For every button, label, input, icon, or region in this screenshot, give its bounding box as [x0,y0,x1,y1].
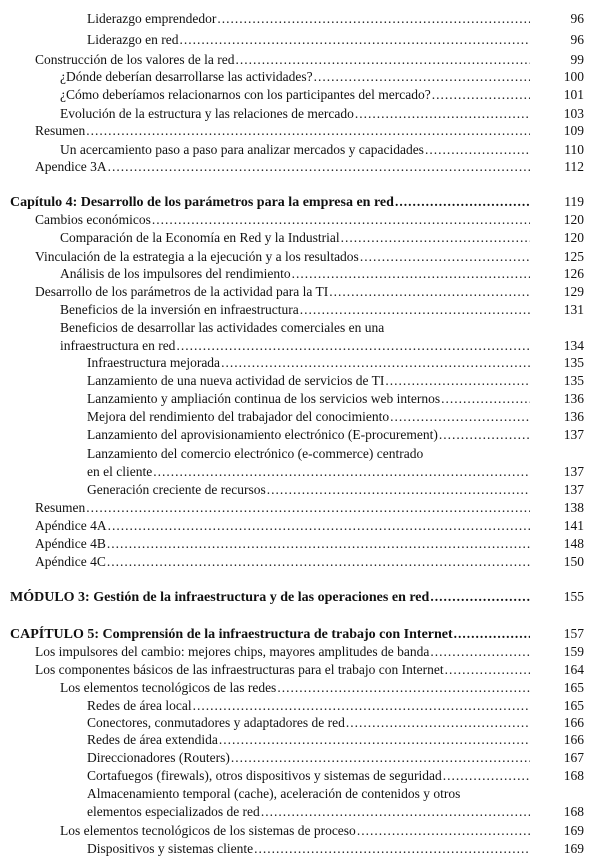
toc-entry [0,697,600,715]
page-number: 167 [563,750,584,765]
toc-entry [0,229,600,247]
toc-entry [0,625,600,643]
dot-leader [217,10,530,28]
toc-entry-title: Resumen [35,123,86,138]
dot-leader [329,283,530,301]
dot-leader [454,625,530,643]
toc-entry-title: Desarrollo de los parámetros de la actividad para la TI [35,284,329,299]
dot-leader [193,697,530,715]
toc-entry [0,372,600,390]
toc-entry-continuation [0,337,600,355]
toc-entry-title: Lanzamiento del comercio electrónico (e-commerce) centrado [87,446,424,461]
dot-leader [152,211,530,229]
toc-entry-title: Generación creciente de recursos [87,482,266,497]
toc-entry [0,354,600,372]
toc-entry [0,68,600,86]
dot-leader [108,517,530,535]
page-number: 165 [563,698,584,713]
toc-entry [0,499,600,517]
toc-entry-title: Cortafuegos (firewals), otros dispositivos y sistemas de seguridad [87,768,442,783]
dot-leader [221,354,530,372]
dot-leader [443,767,530,785]
page-number: 126 [563,266,584,281]
toc-entry [0,86,600,104]
dot-leader [107,553,530,571]
page-number: 169 [563,823,584,838]
dot-leader [346,714,530,732]
toc-entry-title: Apéndice 4B [35,536,106,551]
toc-entry [0,785,600,803]
dot-leader [261,803,530,821]
dot-leader [277,679,530,697]
dot-leader [357,822,530,840]
dot-leader [395,193,530,211]
page-number: 168 [563,768,584,783]
page-number: 120 [563,230,584,245]
toc-entry [0,840,600,858]
toc-entry-title: Evolución de la estructura y las relaciones de mercado [60,106,354,121]
dot-leader [219,731,530,749]
page-number: 112 [564,159,584,174]
chapter-heading: MÓDULO 3: Gestión de la infraestructura y de las operaciones en red [10,590,430,605]
dot-leader [385,372,530,390]
page-number: 103 [563,106,584,121]
toc-entry-title: Apéndice 4C [35,554,106,569]
toc-entry [0,822,600,840]
toc-entry [0,105,600,123]
page-number: 137 [563,482,584,497]
dot-leader [430,588,530,606]
page-number: 120 [563,212,584,227]
page-number: 141 [563,518,584,533]
toc-entry [0,211,600,229]
toc-entry [0,31,600,49]
dot-leader [432,86,530,104]
page-number: 159 [563,644,584,659]
page-number: 155 [563,589,584,604]
toc-entry [0,481,600,499]
dot-leader [86,499,530,517]
toc-entry [0,553,600,571]
toc-entry [0,517,600,535]
toc-entry [0,122,600,140]
toc-entry-title: Los elementos tecnológicos de los sistemas de proceso [60,823,356,838]
toc-entry-continuation [0,803,600,821]
toc-entry-title: ¿Dónde deberían desarrollarse las actividades? [60,69,313,84]
toc-entry-title: Comparación de la Economía en Red y la Industrial [60,230,340,245]
toc-entry [0,731,600,749]
toc-entry-title: Apendice 3A [35,159,107,174]
page-number: 99 [570,52,584,67]
page-number: 150 [563,554,584,569]
toc-entry-title: Análisis de los impulsores del rendimiento [60,266,291,281]
toc-entry-title: Apéndice 4A [35,518,107,533]
dot-leader [176,337,530,355]
toc-entry [0,51,600,69]
toc-entry [0,679,600,697]
chapter-heading: CAPÍTULO 5: Comprensión de la infraestructura de trabajo con Internet [10,627,453,642]
dot-leader [430,643,530,661]
dot-leader [292,265,530,283]
toc-entry-title: Los componentes básicos de las infraestructuras para el trabajo con Internet [35,662,444,677]
page-number: 131 [563,302,584,317]
toc-entry [0,390,600,408]
toc-entry [0,535,600,553]
page-number: 101 [563,87,584,102]
toc-entry [0,643,600,661]
dot-leader [300,301,530,319]
dot-leader [254,840,530,858]
toc-entry-title-continued: infraestructura en red [60,338,176,353]
toc-entry [0,767,600,785]
toc-entry [0,588,600,606]
dot-leader [341,229,530,247]
page-number: 129 [563,284,584,299]
dot-leader [153,463,530,481]
page-number: 164 [563,662,584,677]
page-number: 137 [563,464,584,479]
toc-entry-title: Redes de área extendida [87,732,218,747]
page-number: 100 [563,69,584,84]
toc-entry-title: Lanzamiento de una nueva actividad de servicios de TI [87,373,385,388]
page-number: 169 [563,841,584,856]
dot-leader [314,68,530,86]
page-number: 96 [570,11,584,26]
toc-entry [0,661,600,679]
page-number: 135 [563,373,584,388]
toc-entry [0,158,600,176]
toc-entry [0,319,600,337]
toc-entry-title: Cambios económicos [35,212,151,227]
toc-entry-title-continued: en el cliente [87,464,153,479]
dot-leader [179,31,530,49]
toc-entry [0,193,600,211]
page-number: 125 [563,249,584,264]
dot-leader [235,51,530,69]
dot-leader [267,481,530,499]
toc-entry [0,265,600,283]
toc-entry-title: Liderazgo en red [87,32,179,47]
toc-entry-title-continued: elementos especializados de red [87,804,260,819]
toc-entry-title: Los impulsores del cambio: mejores chips, mayores amplitudes de banda [35,644,430,659]
toc-entry-title: Lanzamiento y ampliación continua de los servicios web internos [87,391,441,406]
toc-entry [0,749,600,767]
toc-entry-title: Vinculación de la estrategia a la ejecución y a los resultados [35,249,359,264]
page-number: 137 [563,427,584,442]
toc-entry-title: Resumen [35,500,86,515]
toc-entry-title: Construcción de los valores de la red [35,52,235,67]
toc-entry [0,714,600,732]
toc-entry-title: Almacenamiento temporal (cache), aceleración de contenidos y otros [87,786,461,801]
page-number: 119 [564,194,584,209]
page-number: 168 [563,804,584,819]
toc-entry [0,408,600,426]
dot-leader [390,408,530,426]
dot-leader [355,105,530,123]
toc-entry [0,141,600,159]
page-number: 110 [564,142,584,157]
toc-entry [0,283,600,301]
dot-leader [445,661,530,679]
page-number: 96 [570,32,584,47]
page-number: 138 [563,500,584,515]
toc-entry-title: Infraestructura mejorada [87,355,221,370]
toc-entry [0,248,600,266]
toc-entry [0,426,600,444]
toc-entry-title: Los elementos tecnológicos de las redes [60,680,277,695]
toc-entry-title: Beneficios de desarrollar las actividades comerciales en una [60,320,385,335]
dot-leader [441,390,530,408]
toc-entry-title: Liderazgo emprendedor [87,11,217,26]
dot-leader [439,426,530,444]
page-number: 134 [563,338,584,353]
toc-entry-title: Lanzamiento del aprovisionamiento electrónico (E-procurement) [87,427,438,442]
page-number: 136 [563,409,584,424]
page-number: 135 [563,355,584,370]
page-number: 165 [563,680,584,695]
dot-leader [108,158,530,176]
toc-entry-title: Dispositivos y sistemas cliente [87,841,254,856]
page-number: 136 [563,391,584,406]
toc-entry-title: ¿Cómo deberíamos relacionarnos con los participantes del mercado? [60,87,431,102]
page-number: 166 [563,715,584,730]
dot-leader [231,749,530,767]
page-number: 157 [563,626,584,641]
dot-leader [86,122,530,140]
toc-entry-title: Redes de área local [87,698,192,713]
page-number: 148 [563,536,584,551]
toc-entry-title: Conectores, conmutadores y adaptadores de red [87,715,345,730]
page-number: 109 [563,123,584,138]
toc-entry-title: Direccionadores (Routers) [87,750,230,765]
page-number: 166 [563,732,584,747]
dot-leader [107,535,530,553]
dot-leader [425,141,530,159]
dot-leader [360,248,530,266]
toc-entry [0,445,600,463]
toc-entry-continuation [0,463,600,481]
chapter-heading: Capítulo 4: Desarrollo de los parámetros para la empresa en red [10,195,394,210]
toc-entry [0,301,600,319]
toc-entry-title: Un acercamiento paso a paso para analizar mercados y capacidades [60,142,424,157]
toc-entry [0,10,600,28]
toc-entry-title: Mejora del rendimiento del trabajador del conocimiento [87,409,390,424]
toc-entry-title: Beneficios de la inversión en infraestructura [60,302,299,317]
